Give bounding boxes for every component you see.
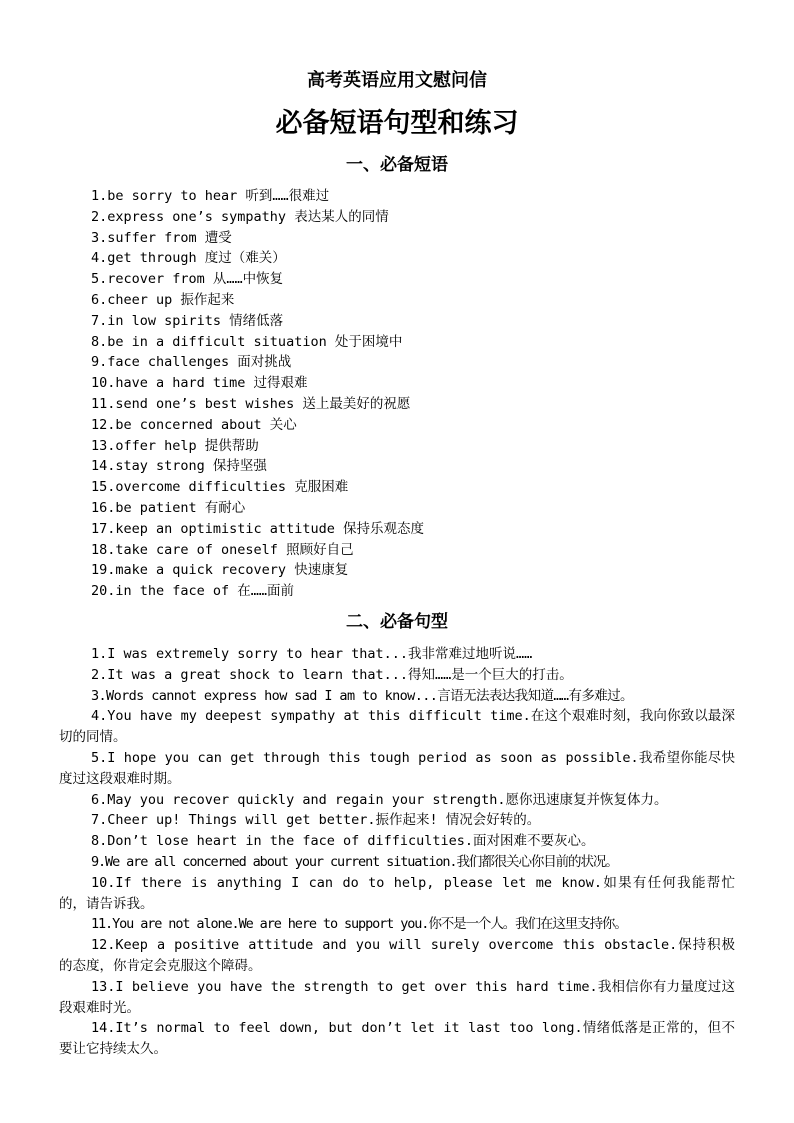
- document-title: 高考英语应用文慰问信: [307, 70, 487, 91]
- phrase-item: 19.make a quick recovery 快速康复: [91, 562, 349, 579]
- phrase-list: [91, 186, 731, 602]
- sentence-item: 12.Keep a positive attitude and you will surely overcome this obstacle.保持积极的态度，你肯定会克服这个障碍。: [59, 937, 735, 974]
- sentence-item: 9.We are all concerned about your current situation.我们都很关心你目前的状况。: [91, 853, 618, 870]
- phrase-item: 3.suffer from 遭受: [91, 229, 232, 246]
- phrase-item: 13.offer help 提供帮助: [91, 437, 259, 454]
- sentence-item: 3.Words cannot express how sad I am to know...言语无法表达我知道……有多难过。: [91, 687, 633, 704]
- sentence-list: [59, 644, 735, 1060]
- sentence-item: 8.Don’t lose heart in the face of difficulties.面对困难不要灰心。: [91, 833, 595, 850]
- sentence-item: 11.You are not alone.We are here to support you.你不是一个人。我们在这里支持你。: [91, 916, 627, 933]
- phrase-item: 9.face challenges 面对挑战: [91, 354, 292, 371]
- phrase-item: 11.send one’s best wishes 送上最美好的祝愿: [91, 395, 411, 412]
- section-heading-phrases: 一、必备短语: [346, 155, 448, 175]
- phrase-item: 1.be sorry to hear 听到……很难过: [91, 188, 330, 204]
- sentence-item: 1.I was extremely sorry to hear that...我非常难过地听说……: [91, 646, 533, 662]
- sentence-item: 10.If there is anything I can do to help, please let me know.如果有任何我能帮忙的，请告诉我。: [59, 874, 735, 912]
- phrase-item: 20.in the face of 在……面前: [91, 583, 295, 600]
- sentence-item: 7.Cheer up! Things will get better.振作起来! 情况会好转的。: [91, 812, 541, 829]
- phrase-item: 16.be patient 有耐心: [91, 499, 246, 516]
- sentence-item: 4.You have my deepest sympathy at this difficult time.在这个艰难时刻，我向你致以最深切的同情。: [59, 708, 735, 746]
- phrase-item: 12.be concerned about 关心: [91, 416, 297, 433]
- phrase-item: 18.take care of oneself 照顾好自己: [91, 541, 354, 558]
- section-heading-sentences: 二、必备句型: [346, 612, 448, 632]
- phrase-item: 10.have a hard time 过得艰难: [91, 375, 308, 392]
- phrase-item: 6.cheer up 振作起来: [91, 291, 235, 308]
- document-subtitle: 必备短语句型和练习: [275, 108, 519, 139]
- sentence-item: 5.I hope you can get through this tough period as soon as possible.我希望你能尽快度过这段艰难时期。: [59, 749, 735, 787]
- sentence-item: 13.I believe you have the strength to get over this hard time.我相信你有力量度过这段艰难时光。: [59, 978, 735, 1016]
- sentence-item: 14.It’s normal to feel down, but don’t let it last too long.情绪低落是正常的，但不要让它持续太久。: [59, 1020, 735, 1058]
- phrase-item: 8.be in a difficult situation 处于困境中: [91, 333, 403, 350]
- phrase-item: 4.get through 度过（难关）: [91, 250, 286, 267]
- sentence-item: 6.May you recover quickly and regain your strength.愿你迅速康复并恢复体力。: [91, 791, 668, 808]
- sentence-item: 2.It was a great shock to learn that...得知……是一个巨大的打击。: [91, 666, 573, 683]
- phrase-item: 15.overcome difficulties 克服困难: [91, 479, 349, 496]
- phrase-item: 2.express one’s sympathy 表达某人的同情: [91, 208, 389, 225]
- phrase-item: 14.stay strong 保持坚强: [91, 458, 267, 475]
- phrase-item: 5.recover from 从……中恢复: [91, 271, 284, 288]
- phrase-item: 7.in low spirits 情绪低落: [91, 312, 284, 329]
- phrase-item: 17.keep an optimistic attitude 保持乐观态度: [91, 520, 424, 537]
